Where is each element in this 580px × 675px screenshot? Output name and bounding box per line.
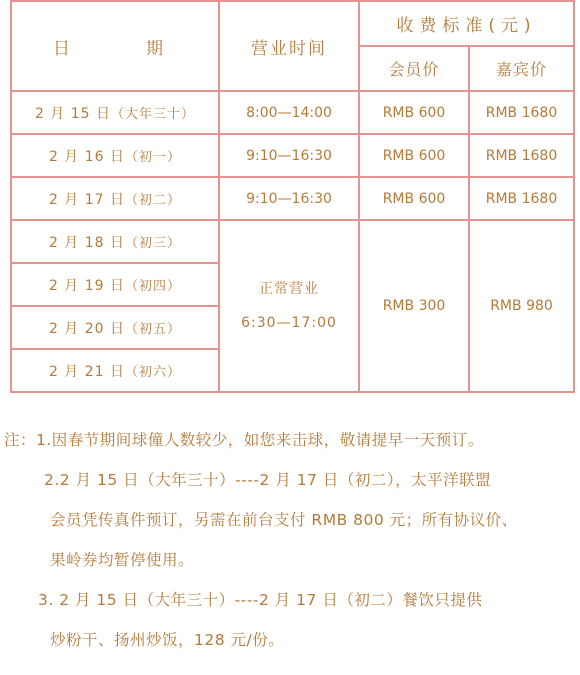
normal-status-text: 正常营业 — [259, 281, 319, 297]
member-price-cell: RMB 600 — [359, 134, 469, 177]
header-guest-price: 嘉宾价 — [469, 46, 574, 91]
note-line-4: 果岭券均暂停使用。 — [50, 551, 195, 569]
normal-guest-price-cell: RMB 980 — [469, 220, 574, 392]
hours-cell: 9:10—16:30 — [219, 134, 359, 177]
hours-cell: 8:00—14:00 — [219, 91, 359, 134]
lunar-text: （初一） — [125, 149, 182, 165]
lunar-text: （初五） — [125, 321, 182, 337]
date-cell — [11, 220, 219, 263]
date-text: 2 月 21 日 — [48, 363, 126, 380]
guest-price-cell: RMB 1680 — [469, 134, 574, 177]
date-text: 2 月 15 日 — [34, 105, 112, 122]
note-line-3: 会员凭传真件预订，另需在前台支付 RMB 800 元；所有协议价、 — [50, 511, 518, 529]
hours-cell: 9:10—16:30 — [219, 177, 359, 220]
date-text: 2 月 20 日 — [48, 320, 126, 337]
table-row — [11, 220, 574, 263]
note-line-5: 3. 2 月 15 日（大年三十）----2 月 17 日（初二）餐饮只提供 — [38, 591, 483, 609]
fee-schedule-table — [10, 0, 575, 393]
lunar-text: （初六） — [125, 364, 182, 380]
note-line-2: 2.2 月 15 日（大年三十）----2 月 17 日（初二），太平洋联盟 — [44, 471, 492, 489]
table-row — [11, 91, 574, 134]
guest-price-cell: RMB 1680 — [469, 177, 574, 220]
date-text: 2 月 16 日 — [48, 148, 126, 165]
header-fee-standard: 收费标准(元) — [359, 1, 574, 46]
date-cell — [11, 134, 219, 177]
member-price-cell: RMB 600 — [359, 177, 469, 220]
normal-member-price-cell: RMB 300 — [359, 220, 469, 392]
normal-hours-cell — [219, 220, 359, 392]
normal-hours-text: 6:30—17:00 — [241, 315, 337, 331]
guest-price-cell: RMB 1680 — [469, 91, 574, 134]
date-cell — [11, 177, 219, 220]
lunar-text: （大年三十） — [111, 106, 196, 122]
lunar-text: （初三） — [125, 235, 182, 251]
note-line-1: 注：1.因春节期间球僮人数较少，如您来击球，敬请提早一天预订。 — [4, 431, 484, 449]
date-cell — [11, 306, 219, 349]
date-cell — [11, 91, 219, 134]
table-row — [11, 177, 574, 220]
lunar-text: （初四） — [125, 278, 182, 294]
member-price-cell: RMB 600 — [359, 91, 469, 134]
table-row — [11, 134, 574, 177]
date-text: 2 月 19 日 — [48, 277, 126, 294]
date-text: 2 月 18 日 — [48, 234, 126, 251]
header-member-price: 会员价 — [359, 46, 469, 91]
header-date: 日 期 — [11, 1, 219, 91]
note-line-6: 炒粉干、扬州炒饭，128 元/份。 — [50, 631, 285, 649]
date-cell — [11, 349, 219, 392]
date-text: 2 月 17 日 — [48, 191, 126, 208]
date-cell — [11, 263, 219, 306]
header-business-hours: 营业时间 — [219, 1, 359, 91]
lunar-text: （初二） — [125, 192, 182, 208]
